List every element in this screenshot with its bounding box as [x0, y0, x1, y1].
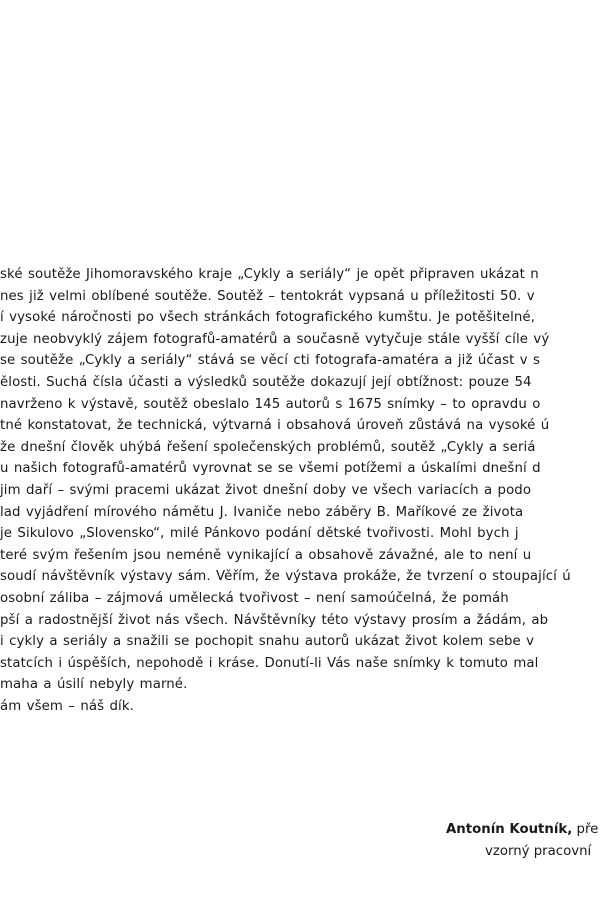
text-line: lad vyjádření mírového námětu J. Ivaniče nebo záběry B. Maříkové ze života: [0, 504, 524, 520]
text-line: je Sikulovo „Slovensko“, milé Pánkovo podání dětské tvořivosti. Mohl bych j: [0, 526, 519, 542]
text-line: jim daří – svými pracemi ukázat život dnešní doby ve všech variacích a podo: [0, 482, 532, 498]
signature-title-start: pře: [572, 822, 599, 837]
text-line: statcích i úspěších, nepohodě i kráse. Donutí-li Vás naše snímky k tomuto mal: [0, 655, 539, 671]
text-line: soudí návštěvník výstavy sám. Věřím, že výstava prokáže, že tvrzení o stoupající ú: [0, 569, 571, 585]
signature-block: [446, 819, 600, 863]
text-line: navrženo k výstavě, soutěž obeslalo 145 autorů s 1675 snímky – to opravdu o: [0, 396, 541, 412]
text-line: i cykly a seriály a snažili se pochopit snahu autorů ukázat život kolem sebe v: [0, 634, 535, 650]
text-line: í vysoké náročnosti po všech stránkách fotografického kumštu. Je potěšitelné,: [0, 310, 536, 326]
text-line: ské soutěže Jihomoravského kraje „Cykly a seriály“ je opět připraven ukázat n: [0, 267, 539, 282]
text-line: maha a úsilí nebyly marné.: [0, 677, 188, 693]
text-line: že dnešní člověk uhýbá řešení společenských problémů, soutěž „Cykly a seriá: [0, 439, 536, 455]
text-line: teré svým řešením jsou neméně vynikající a obsahově závažné, ale to není u: [0, 547, 532, 563]
text-line: ám všem – náš dík.: [0, 698, 134, 714]
signature-name: Antonín Koutník,: [446, 822, 573, 837]
signature-line-2: vzorný pracovní: [485, 844, 592, 859]
text-line: se soutěže „Cykly a seriály“ stává se věcí cti fotografa-amatéra a již účast v s: [0, 353, 541, 369]
text-line: u našich fotografů-amatérů vyrovnat se se všemi potížemi a úskalími dnešní d: [0, 461, 541, 477]
signature-line-1: [446, 819, 600, 841]
text-line: pší a radostnější život nás všech. Návštěvníky této výstavy prosím a žádám, ab: [0, 612, 549, 628]
body-paragraph: [0, 264, 600, 717]
text-line: tné konstatovat, že technická, výtvarná i obsahová úroveň zůstává na vysoké ú: [0, 418, 550, 434]
text-line: osobní záliba – zájmová umělecká tvořivost – není samoúčelná, že pomáh: [0, 590, 509, 606]
text-line: nes již velmi oblíbené soutěže. Soutěž – tentokrát vypsaná u příležitosti 50. v: [0, 288, 535, 304]
text-line: ělosti. Suchá čísla účasti a výsledků soutěže dokazují její obtížnost: pouze 54: [0, 374, 532, 390]
text-line: zuje neobvyklý zájem fotografů-amatérů a současně vytyčuje stále vyšší cíle vý: [0, 331, 550, 347]
